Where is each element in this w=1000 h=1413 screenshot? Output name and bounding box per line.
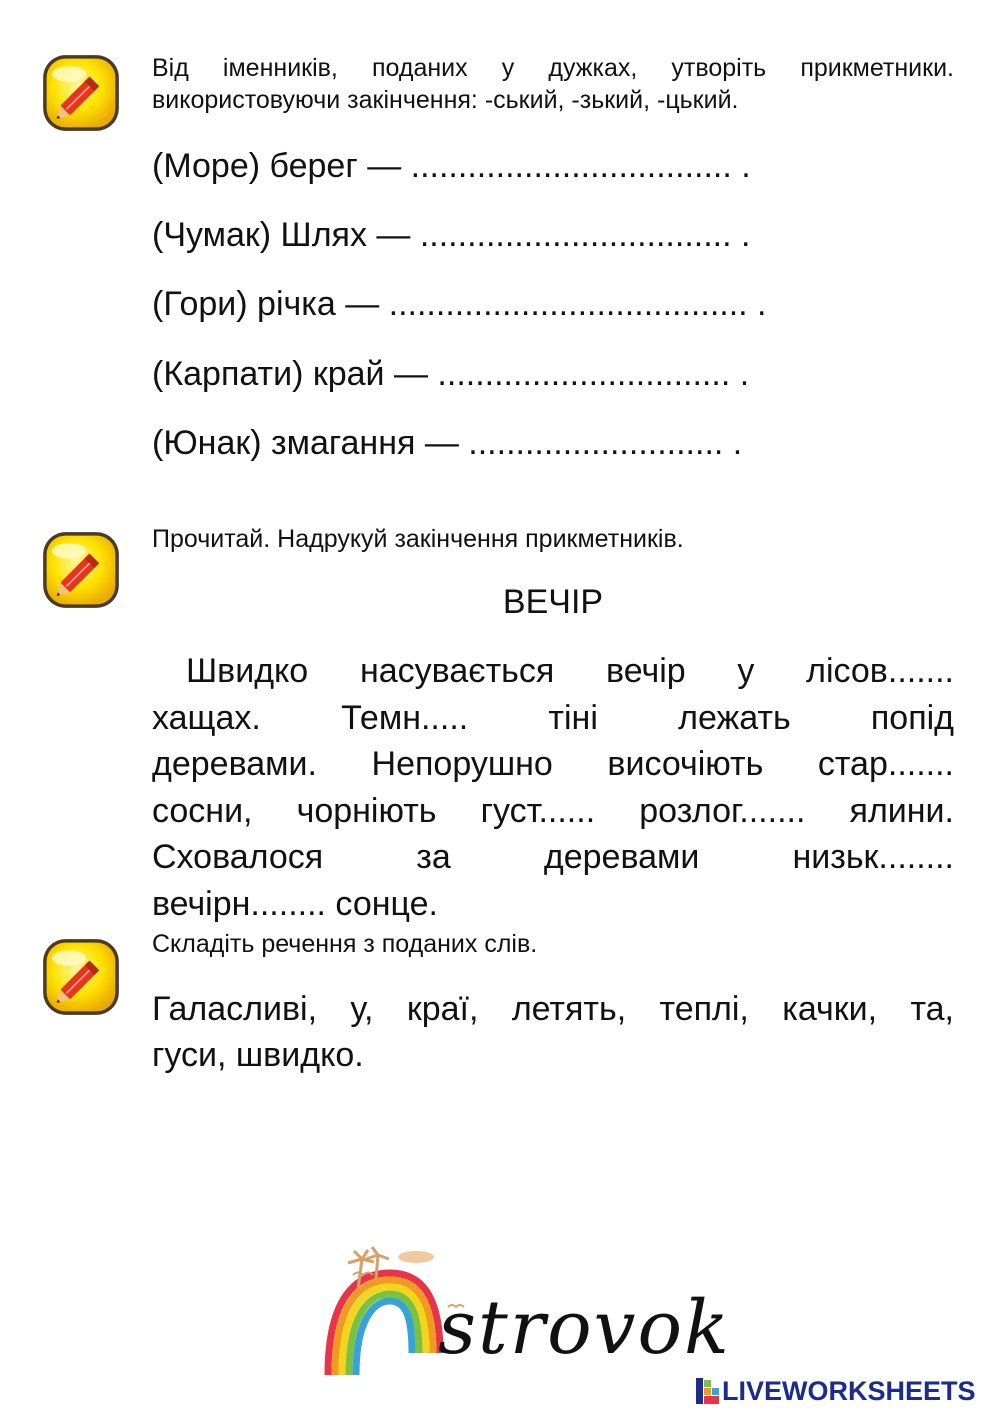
liveworksheets-icon (696, 1378, 720, 1404)
task1-instruction-line2: використовуючи закінчення: -ський, -зький, -цький. (152, 86, 739, 114)
task2-instruction: Прочитай. Надрукуй закінчення прикметників. (152, 525, 684, 553)
story-line[interactable]: сосни, чорніють густ...... розлог....... ялини. (152, 792, 954, 830)
task1-item[interactable]: (Чумак) Шлях — ................................. . (152, 216, 751, 254)
words-line: гуси, швидко. (152, 1036, 364, 1074)
liveworksheets-brand[interactable]: LIVEWORKSHEETS (722, 1376, 976, 1406)
pencil-icon (38, 50, 124, 136)
pencil-icon (38, 527, 124, 613)
story-line[interactable]: вечірн........ сонце. (152, 885, 438, 923)
story-line[interactable]: хащах. Темн..... тіні лежать попід (152, 699, 954, 737)
logo-text: strovok (438, 1285, 731, 1371)
task3-instruction: Складіть речення з поданих слів. (152, 930, 538, 958)
task1-item[interactable]: (Карпати) край — ............................... . (152, 355, 750, 393)
story-line[interactable]: деревами. Непорушно височіють стар....... (152, 745, 954, 783)
ostrovok-logo (318, 1245, 758, 1385)
task1-item[interactable]: (Юнак) змагання — ........................... . (152, 424, 743, 462)
story-title: ВЕЧІР (502, 583, 604, 621)
pencil-icon (38, 934, 124, 1020)
words-line: Галасливі, у, краї, летять, теплі, качки, та, (152, 990, 954, 1028)
story-line[interactable]: Сховалося за деревами низьк........ (152, 838, 954, 876)
task1-item[interactable]: (Гори) річка — ...................................... . (152, 285, 767, 323)
story-line[interactable]: Швидко насувається вечір у лісов....... (186, 652, 954, 690)
task1-item[interactable]: (Море) берег — .................................. . (152, 147, 751, 185)
task1-instruction-line1: Від іменників, поданих у дужках, утворіть прикметники. (152, 54, 954, 82)
